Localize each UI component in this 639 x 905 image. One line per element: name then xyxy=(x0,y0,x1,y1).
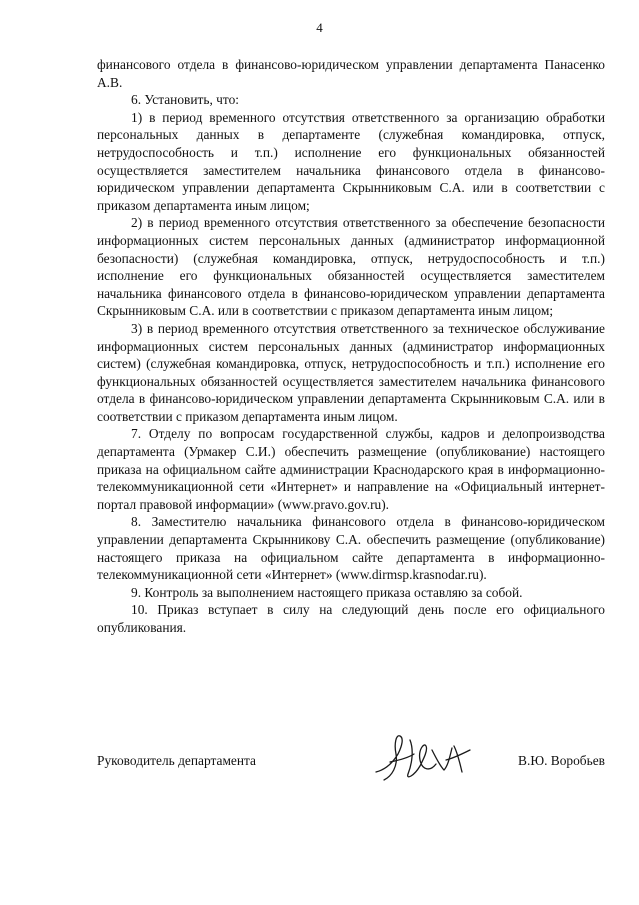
paragraph-continuation: финансового отдела в финансово-юридическом управлении департамента Панасенко А.В. xyxy=(97,57,605,90)
paragraph-item-9: 9. Контроль за выполнением настоящего приказа оставляю за собой. xyxy=(131,584,523,600)
paragraph-subitem-1: 1) в период временного отсутствия ответственного за организацию обработки персональных данных в департаменте (служебная командировка, отпуск, нетрудоспособность и т.п.) исполнение его функциональных обязанностей осуществляется заместителем начальника финансового отдела в финансово-юридическом управлении департамента Скрынниковым С.А. или в соответствии с приказом департамента иным лицом; xyxy=(97,109,605,213)
page-number: 4 xyxy=(316,20,323,35)
paragraph-subitem-3: 3) в период временного отсутствия ответственного за техническое обслуживание информационных систем персональных данных (администратор информационных систем) (служебная командировка, отпуск, нетрудоспособность и т.п.) исполнение его функциональных обязанностей осуществляется заместителем начальника финансового отдела в финансово-юридическом управлении департамента Скрынниковым С.А. или в соответствии с приказом департамента иным лицом. xyxy=(97,320,605,424)
document-body xyxy=(97,56,605,637)
paragraph-item-7: 7. Отделу по вопросам государственной службы, кадров и делопроизводства департамента (Урмакер С.И.) обеспечить размещение (опубликование) настоящего приказа на официальном сайте администрации Краснодарского края в информационно-телекоммуникационной сети «Интернет» и направление на «Официальный интернет-портал правовой информации» (www.pravo.gov.ru). xyxy=(97,426,605,512)
paragraph-subitem-2: 2) в период временного отсутствия ответственного за обеспечение безопасности информационных систем персональных данных (администратор информационной безопасности) (служебная командировка, отпуск, нетрудоспособность и т.п.) исполнение его функциональных обязанностей осуществляется заместителем начальника финансового отдела в финансово-юридическом управлении департамента Скрынниковым С.А. или в соответствии с приказом департамента иным лицом; xyxy=(97,215,605,319)
signatory-name: В.Ю. Воробьев xyxy=(518,753,605,768)
paragraph-item-6: 6. Установить, что: xyxy=(131,92,239,108)
handwritten-signature xyxy=(370,720,480,790)
signatory-position: Руководитель департамента xyxy=(97,753,256,768)
paragraph-item-10: 10. Приказ вступает в силу на следующий день после его официального опубликования. xyxy=(97,602,605,635)
paragraph-item-8: 8. Заместителю начальника финансового отдела в финансово-юридическом управлении департамента Скрынникову С.А. обеспечить размещение (опубликование) настоящего приказа на официальном сайте департамента в информационно-телекоммуникационной сети «Интернет» (www.dirmsp.krasnodar.ru). xyxy=(97,514,605,583)
signature-block xyxy=(97,752,605,772)
